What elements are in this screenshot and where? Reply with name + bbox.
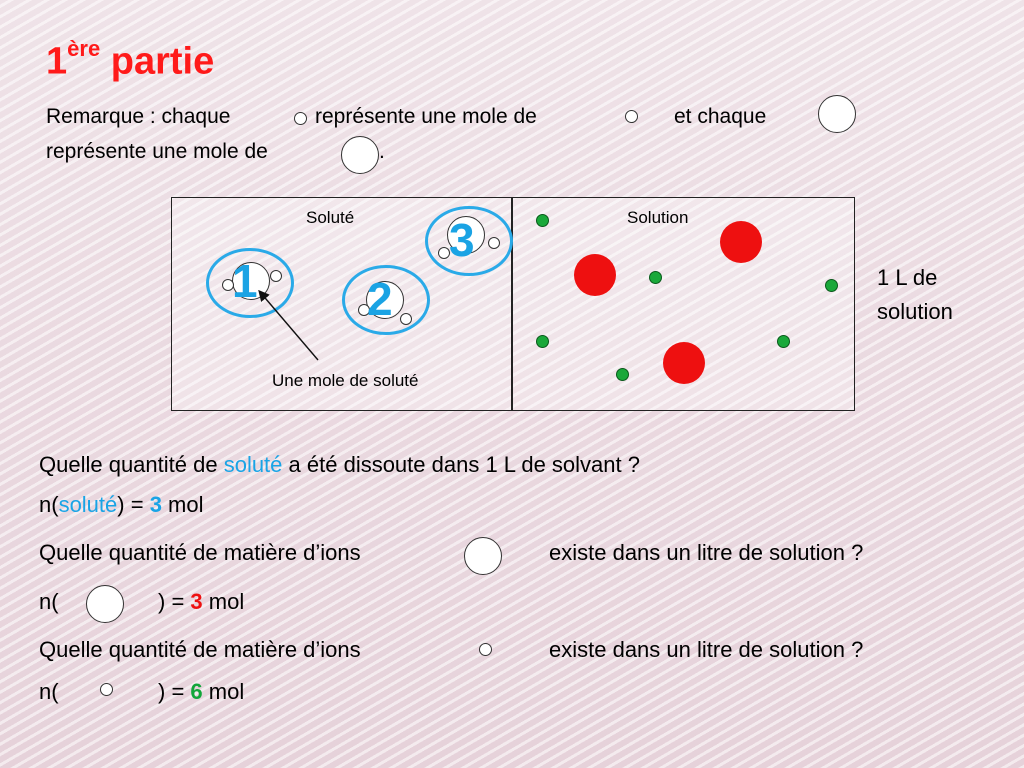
- remark-line2-a: représente une mole de: [46, 140, 268, 163]
- anion-dot: [649, 271, 662, 284]
- solute-caption: Une mole de soluté: [272, 371, 419, 390]
- cation-dot: [574, 254, 616, 296]
- cation-dot: [720, 221, 762, 263]
- diagram-divider: [511, 197, 513, 410]
- side-label-line2: solution: [877, 299, 953, 324]
- question-highlight: soluté: [223, 452, 283, 477]
- small-ion-icon: [294, 112, 307, 125]
- question-text: a été dissoute dans 1 L de solvant ?: [282, 452, 640, 477]
- question-1: [39, 452, 640, 478]
- remark-line1-c: et chaque: [674, 105, 767, 128]
- big-ion-icon: [341, 136, 379, 174]
- side-label-line1: 1 L de: [877, 265, 938, 290]
- anion-dot: [616, 368, 629, 381]
- anion-dot: [536, 214, 549, 227]
- slide-title: [46, 36, 215, 84]
- remark-line1-b: représente une mole de: [315, 105, 537, 128]
- answer-highlight: soluté: [58, 492, 118, 517]
- answer-text: ) =: [117, 492, 150, 517]
- big-ion-icon: [464, 537, 502, 575]
- answer-unit: mol: [202, 589, 245, 614]
- anion-dot: [777, 335, 790, 348]
- answer-unit: mol: [202, 679, 245, 704]
- answer-3-pre: n(: [39, 679, 59, 704]
- answer-3: [158, 679, 244, 705]
- anion-dot: [825, 279, 838, 292]
- question-3-post: existe dans un litre de solution ?: [549, 637, 864, 662]
- question-3-pre: Quelle quantité de matière d’ions: [39, 637, 361, 662]
- answer-text: n(: [39, 492, 59, 517]
- small-ion-icon: [625, 110, 638, 123]
- answer-2: [158, 589, 244, 615]
- answer-1: [39, 492, 204, 518]
- solute-anion: [488, 237, 500, 249]
- title-number: 1: [46, 40, 68, 83]
- question-text: Quelle quantité de: [39, 452, 224, 477]
- remark-line2-b: .: [379, 140, 385, 163]
- solute-number-2: 2: [367, 273, 393, 325]
- answer-text: ) =: [158, 679, 191, 704]
- answer-unit: mol: [161, 492, 204, 517]
- solute-label: Soluté: [306, 208, 355, 227]
- solution-label: Solution: [627, 208, 689, 227]
- small-ion-icon: [100, 683, 113, 696]
- answer-value: 3: [190, 589, 203, 614]
- solute-number-1: 1: [232, 255, 258, 307]
- anion-dot: [536, 335, 549, 348]
- big-ion-icon: [86, 585, 124, 623]
- answer-text: ) =: [158, 589, 191, 614]
- answer-2-pre: n(: [39, 589, 59, 614]
- big-ion-icon: [818, 95, 856, 133]
- answer-value: 3: [149, 492, 162, 517]
- remark-line1-a: Remarque : chaque: [46, 105, 231, 128]
- question-2-post: existe dans un litre de solution ?: [549, 540, 864, 565]
- title-text: partie: [110, 40, 215, 83]
- solute-number-3: 3: [449, 214, 475, 266]
- question-2-pre: Quelle quantité de matière d’ions: [39, 540, 361, 565]
- answer-value: 6: [190, 679, 203, 704]
- small-ion-icon: [479, 643, 492, 656]
- caption-arrow: [240, 280, 330, 370]
- title-superscript: ère: [67, 36, 101, 61]
- solute-anion: [400, 313, 412, 325]
- cation-dot: [663, 342, 705, 384]
